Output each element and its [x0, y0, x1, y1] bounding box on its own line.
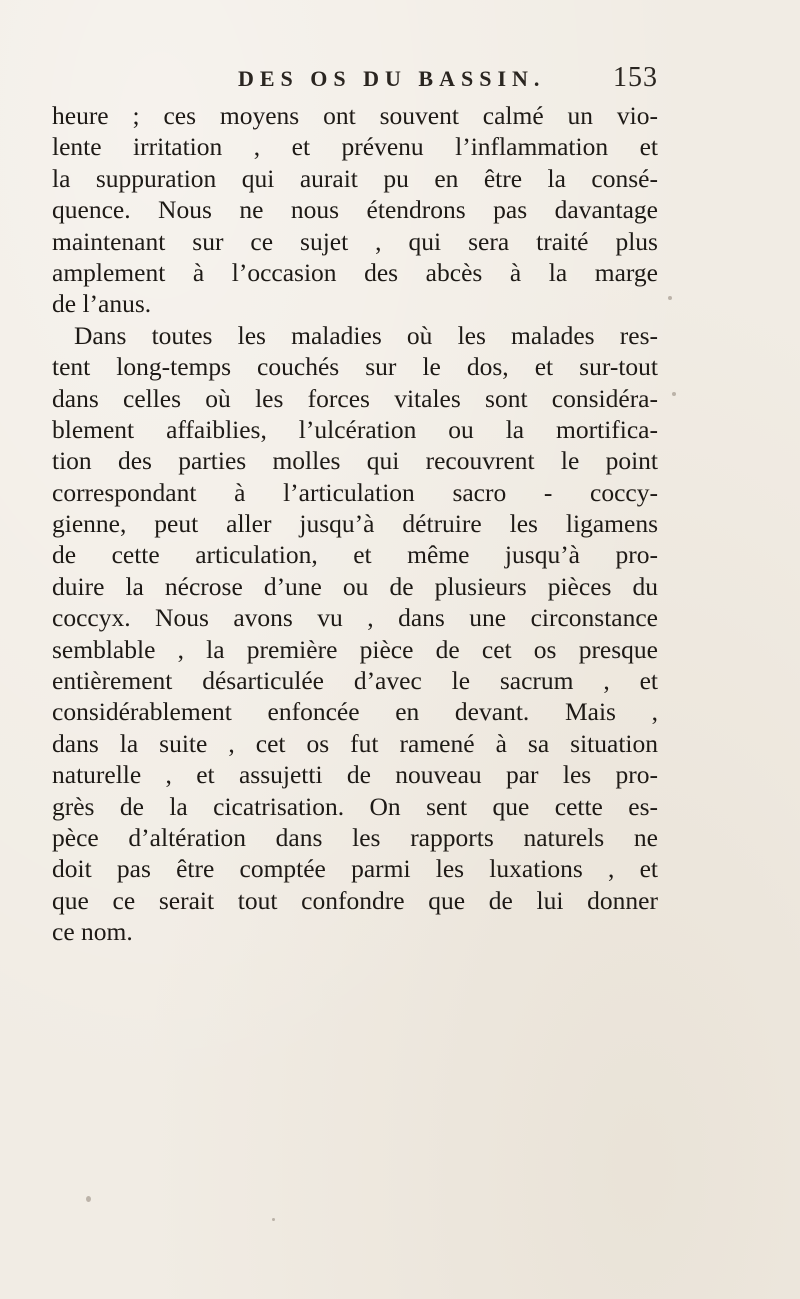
text-line: dans la suite , cet os fut ramené à sa situation: [52, 728, 658, 758]
text-line: pèce d’altération dans les rapports naturels ne: [52, 822, 658, 852]
text-line: de cette articulation, et même jusqu’à pro-: [52, 540, 658, 570]
text-line: naturelle , et assujetti de nouveau par les pro-: [52, 760, 658, 790]
paper-speck: [668, 296, 672, 300]
running-head: DES OS DU BASSIN.: [238, 66, 546, 91]
text-line: que ce serait tout confondre que de lui donner: [52, 885, 658, 915]
text-line: duire la nécrose d’une ou de plusieurs pièces du: [52, 571, 658, 601]
paper-speck: [672, 392, 676, 396]
text-line: heure ; ces moyens ont souvent calmé un vio-: [52, 101, 658, 130]
paragraph-2: [52, 320, 658, 948]
body-text: [52, 100, 658, 948]
text-line: maintenant sur ce sujet , qui sera traité plus: [52, 226, 658, 256]
text-line: quence. Nous ne nous étendrons pas davantage: [52, 195, 658, 225]
text-line: dans celles où les forces vitales sont considéra-: [52, 383, 658, 413]
text-line: la suppuration qui aurait pu en être la consé-: [52, 163, 658, 193]
text-line: tion des parties molles qui recouvrent le point: [52, 446, 658, 476]
text-line: correspondant à l’articulation sacro - coccy-: [52, 477, 658, 507]
text-line: Dans toutes les maladies où les malades res-: [74, 320, 658, 350]
text-line: doit pas être comptée parmi les luxations , et: [52, 854, 658, 884]
text-line: blement affaiblies, l’ulcération ou la mortifica-: [52, 414, 658, 444]
text-line: grès de la cicatrisation. On sent que cette es-: [52, 791, 658, 821]
text-line: lente irritation , et prévenu l’inflammation et: [52, 132, 658, 162]
text-line: ce nom.: [52, 917, 133, 947]
text-line: amplement à l’occasion des abcès à la marge: [52, 257, 658, 287]
page-number: 153: [613, 62, 658, 93]
text-line: considérablement enfoncée en devant. Mais ,: [52, 697, 658, 727]
text-line: entièrement désarticulée d’avec le sacrum , et: [52, 666, 658, 696]
text-line: gienne, peut aller jusqu’à détruire les ligamens: [52, 509, 658, 539]
text-line: semblable , la première pièce de cet os presque: [52, 634, 658, 664]
text-line: de l’anus.: [52, 289, 152, 319]
text-line: tent long-temps couchés sur le dos, et sur-tout: [52, 352, 658, 382]
paragraph-1: [52, 100, 658, 320]
paper-speck: [272, 1218, 275, 1221]
paper-speck: [86, 1196, 91, 1202]
text-line: coccyx. Nous avons vu , dans une circonstance: [52, 603, 658, 633]
page-header: [238, 62, 658, 102]
